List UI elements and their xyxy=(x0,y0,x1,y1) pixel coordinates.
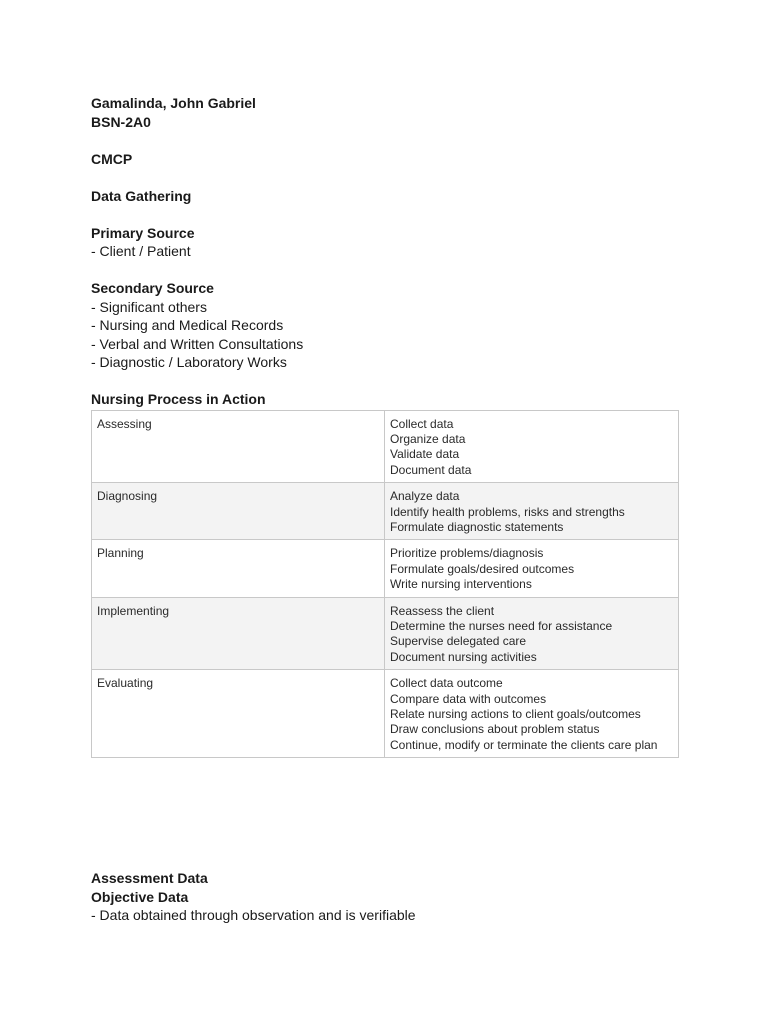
action-item: Formulate diagnostic statements xyxy=(390,519,564,534)
action-item: Collect data outcome xyxy=(390,676,503,691)
actions-cell xyxy=(385,540,679,597)
spacer xyxy=(91,372,691,391)
secondary-source-item: - Nursing and Medical Records xyxy=(91,317,284,333)
action-item: Continue, modify or terminate the clients care plan xyxy=(390,737,658,752)
stage-cell: Evaluating xyxy=(92,670,385,758)
action-item: Relate nursing actions to client goals/outcomes xyxy=(390,707,641,721)
action-item: Supervise delegated care xyxy=(390,634,527,649)
action-item: Write nursing interventions xyxy=(390,577,532,592)
action-item: Reassess the client xyxy=(390,603,495,618)
table-row xyxy=(92,670,679,758)
action-item: Compare data with outcomes xyxy=(390,691,547,706)
actions-cell xyxy=(385,483,679,540)
actions-cell xyxy=(385,670,679,758)
action-item: Identify health problems, risks and strengths xyxy=(390,504,625,519)
course-title: CMCP xyxy=(91,150,133,167)
document-page xyxy=(91,94,691,758)
assessment-heading: Assessment Data xyxy=(91,870,208,886)
stage-cell: Implementing xyxy=(92,597,385,670)
action-item: Determine the nurses need for assistance xyxy=(390,618,613,633)
spacer xyxy=(91,261,691,280)
action-item: Draw conclusions about problem status xyxy=(390,722,600,737)
nursing-process-table xyxy=(91,410,679,759)
action-item: Collect data xyxy=(390,416,454,431)
assessment-section xyxy=(91,869,416,925)
action-item: Analyze data xyxy=(390,489,460,504)
primary-source-heading: Primary Source xyxy=(91,224,195,241)
student-section: BSN-2A0 xyxy=(91,113,151,130)
spacer xyxy=(91,205,691,224)
secondary-source-item: - Diagnostic / Laboratory Works xyxy=(91,354,287,370)
table-row xyxy=(92,483,679,540)
action-item: Prioritize problems/diagnosis xyxy=(390,546,544,561)
action-item: Validate data xyxy=(390,447,460,462)
objective-data-heading: Objective Data xyxy=(91,888,189,905)
actions-cell xyxy=(385,597,679,670)
topic-title: Data Gathering xyxy=(91,187,192,204)
spacer xyxy=(91,131,691,150)
spacer xyxy=(91,168,691,187)
action-item: Document data xyxy=(390,462,472,477)
student-name: Gamalinda, John Gabriel xyxy=(91,95,256,111)
secondary-source-item: - Verbal and Written Consultations xyxy=(91,335,304,352)
process-heading: Nursing Process in Action xyxy=(91,391,266,407)
actions-cell xyxy=(385,410,679,483)
stage-cell: Diagnosing xyxy=(92,483,385,540)
table-row xyxy=(92,597,679,670)
objective-data-item: - Data obtained through observation and is verifiable xyxy=(91,907,416,923)
table-row xyxy=(92,540,679,597)
stage-cell: Assessing xyxy=(92,410,385,483)
secondary-source-item: - Significant others xyxy=(91,298,207,315)
action-item: Document nursing activities xyxy=(390,649,537,664)
table-row xyxy=(92,410,679,483)
stage-cell: Planning xyxy=(92,540,385,597)
primary-source-item: - Client / Patient xyxy=(91,243,191,259)
action-item: Formulate goals/desired outcomes xyxy=(390,561,575,576)
action-item: Organize data xyxy=(390,431,466,446)
secondary-source-heading: Secondary Source xyxy=(91,280,214,296)
